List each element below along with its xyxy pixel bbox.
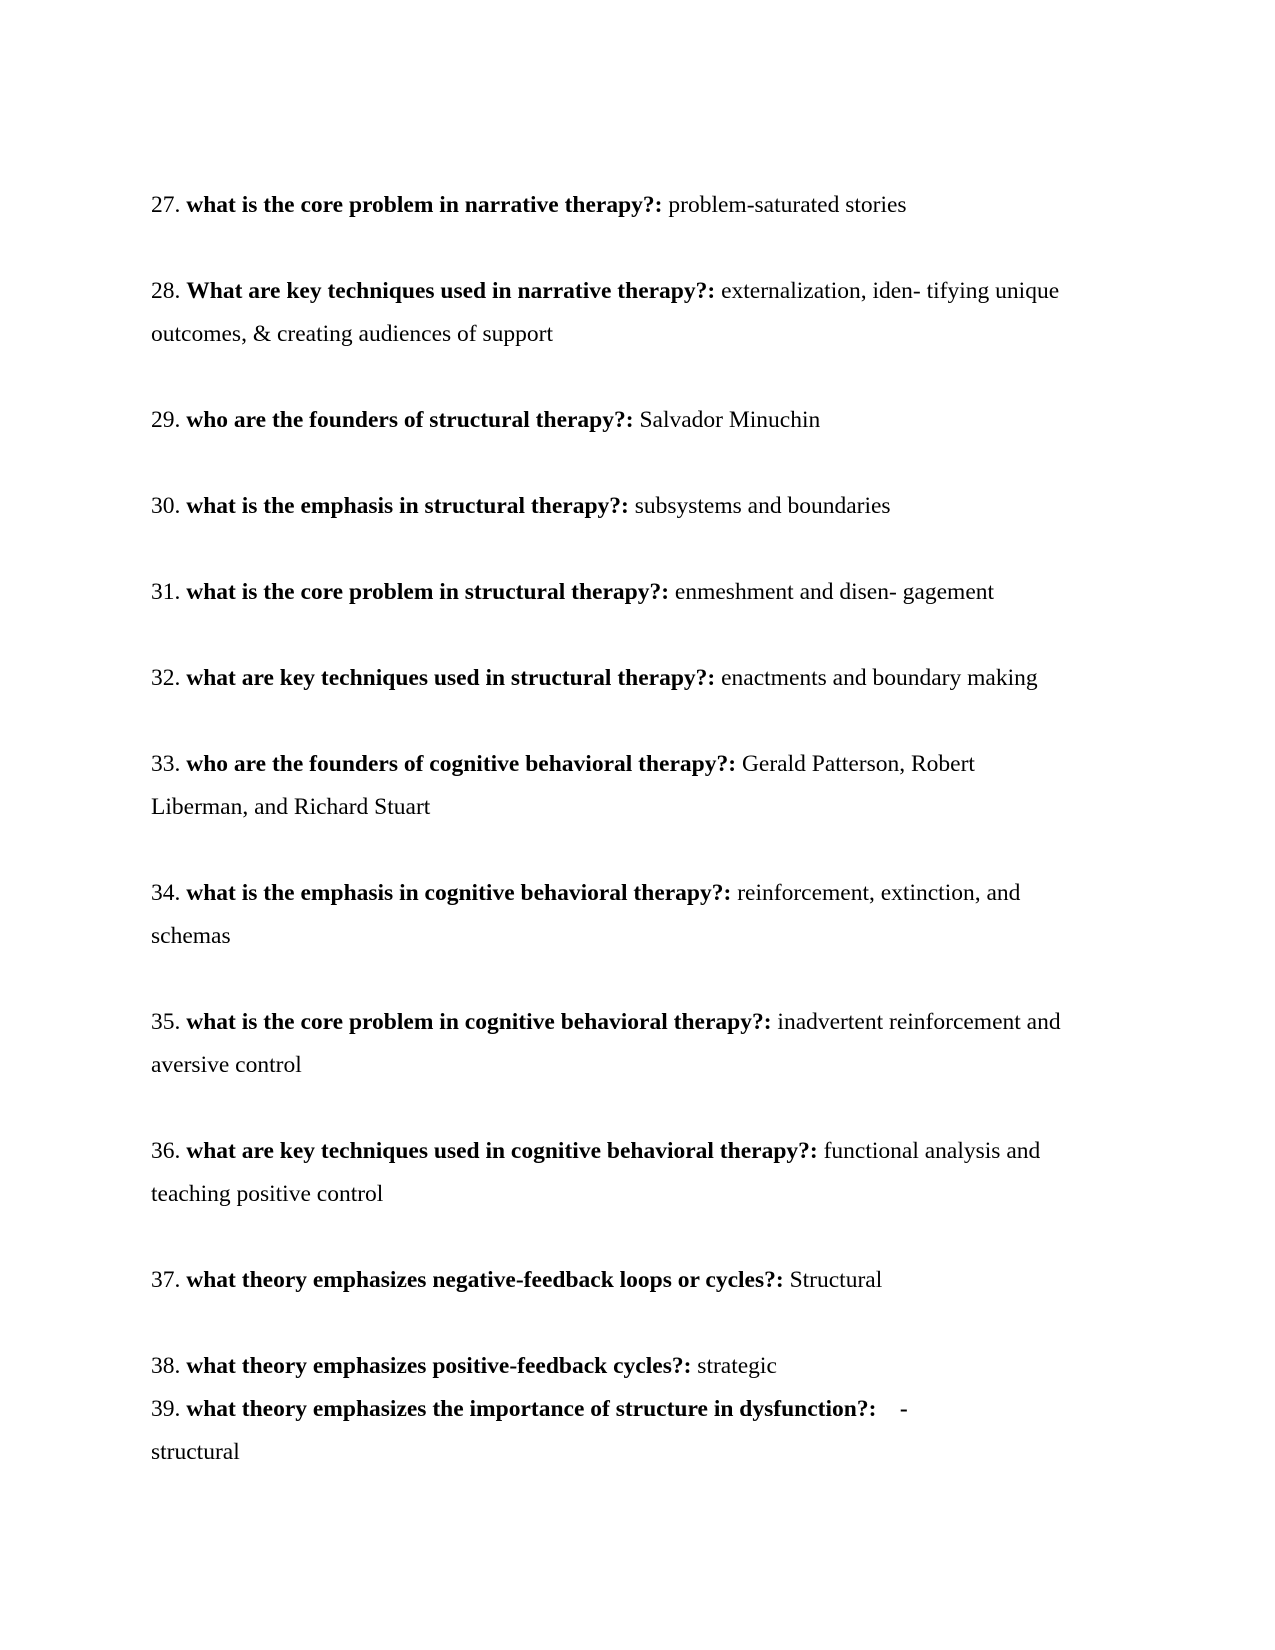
qa-item	[151, 270, 1191, 356]
answer-text: functional analysis and	[817, 1138, 1041, 1164]
qa-line	[151, 485, 1191, 528]
item-number: 39.	[151, 1396, 187, 1422]
qa-line	[151, 1130, 1191, 1173]
question-text: what is the core problem in structural therapy?:	[186, 579, 670, 605]
answer-text: Salvador Minuchin	[633, 407, 821, 433]
qa-line	[151, 743, 1191, 786]
answer-text: enmeshment and disen- gagement	[669, 579, 995, 605]
answer-text: externalization, iden- tifying unique	[715, 278, 1060, 304]
answer-text: strategic	[691, 1353, 777, 1379]
question-text: what theory emphasizes positive-feedback cycles?:	[186, 1353, 692, 1379]
item-number: 32.	[151, 665, 187, 691]
qa-line	[151, 1173, 1191, 1216]
answer-text: problem-saturated stories	[662, 192, 907, 218]
qa-line	[151, 270, 1191, 313]
qa-item	[151, 1130, 1191, 1216]
qa-item	[151, 1345, 1191, 1388]
item-number: 31.	[151, 579, 187, 605]
qa-line	[151, 571, 1191, 614]
qa-line	[151, 313, 1191, 356]
qa-line	[151, 786, 1191, 829]
question-text: what is the core problem in cognitive behavioral therapy?:	[186, 1009, 772, 1035]
question-text: who are the founders of cognitive behavioral therapy?:	[186, 751, 737, 777]
question-text: What are key techniques used in narrative therapy?:	[186, 278, 716, 304]
answer-text: teaching positive control	[151, 1181, 384, 1207]
qa-item	[151, 1259, 1191, 1302]
answer-text: reinforcement, extinction, and	[731, 880, 1021, 906]
qa-line	[151, 1388, 1191, 1431]
answer-text: Structural	[783, 1267, 883, 1293]
answer-text: Liberman, and Richard Stuart	[151, 794, 431, 820]
qa-line	[151, 872, 1191, 915]
item-number: 29.	[151, 407, 187, 433]
answer-text: enactments and boundary making	[715, 665, 1038, 691]
answer-text: Gerald Patterson, Robert	[736, 751, 975, 777]
qa-line	[151, 1345, 1191, 1388]
answer-text: subsystems and boundaries	[628, 493, 891, 519]
question-text: what theory emphasizes the importance of structure in dysfunction?:	[186, 1396, 877, 1422]
qa-item	[151, 571, 1191, 614]
qa-line	[151, 1001, 1191, 1044]
qa-item	[151, 184, 1191, 227]
qa-line	[151, 1259, 1191, 1302]
qa-item	[151, 872, 1191, 958]
item-number: 38.	[151, 1353, 187, 1379]
qa-line	[151, 184, 1191, 227]
qa-item	[151, 399, 1191, 442]
qa-item	[151, 1388, 1191, 1474]
answer-text: structural	[151, 1439, 240, 1465]
item-number: 27.	[151, 192, 187, 218]
item-number: 34.	[151, 880, 187, 906]
qa-list	[151, 184, 1191, 1474]
item-number: 35.	[151, 1009, 187, 1035]
question-text: what are key techniques used in structural therapy?:	[186, 665, 716, 691]
qa-item	[151, 485, 1191, 528]
qa-line	[151, 1044, 1191, 1087]
answer-dash: -	[876, 1396, 908, 1422]
item-number: 37.	[151, 1267, 187, 1293]
question-text: what is the emphasis in structural therapy?:	[186, 493, 629, 519]
question-text: what is the core problem in narrative therapy?:	[186, 192, 663, 218]
qa-item	[151, 743, 1191, 829]
item-number: 33.	[151, 751, 187, 777]
answer-text: aversive control	[151, 1052, 302, 1078]
item-number: 28.	[151, 278, 187, 304]
qa-item	[151, 657, 1191, 700]
question-text: what is the emphasis in cognitive behavioral therapy?:	[186, 880, 732, 906]
answer-text: schemas	[151, 923, 231, 949]
qa-line	[151, 657, 1191, 700]
item-number: 30.	[151, 493, 187, 519]
answer-text: inadvertent reinforcement and	[771, 1009, 1061, 1035]
item-number: 36.	[151, 1138, 187, 1164]
qa-line	[151, 399, 1191, 442]
qa-item	[151, 1001, 1191, 1087]
qa-line	[151, 915, 1191, 958]
question-text: what theory emphasizes negative-feedback loops or cycles?:	[186, 1267, 784, 1293]
qa-line	[151, 1431, 1191, 1474]
answer-text: outcomes, & creating audiences of support	[151, 321, 553, 347]
question-text: what are key techniques used in cognitive behavioral therapy?:	[186, 1138, 818, 1164]
question-text: who are the founders of structural therapy?:	[186, 407, 634, 433]
